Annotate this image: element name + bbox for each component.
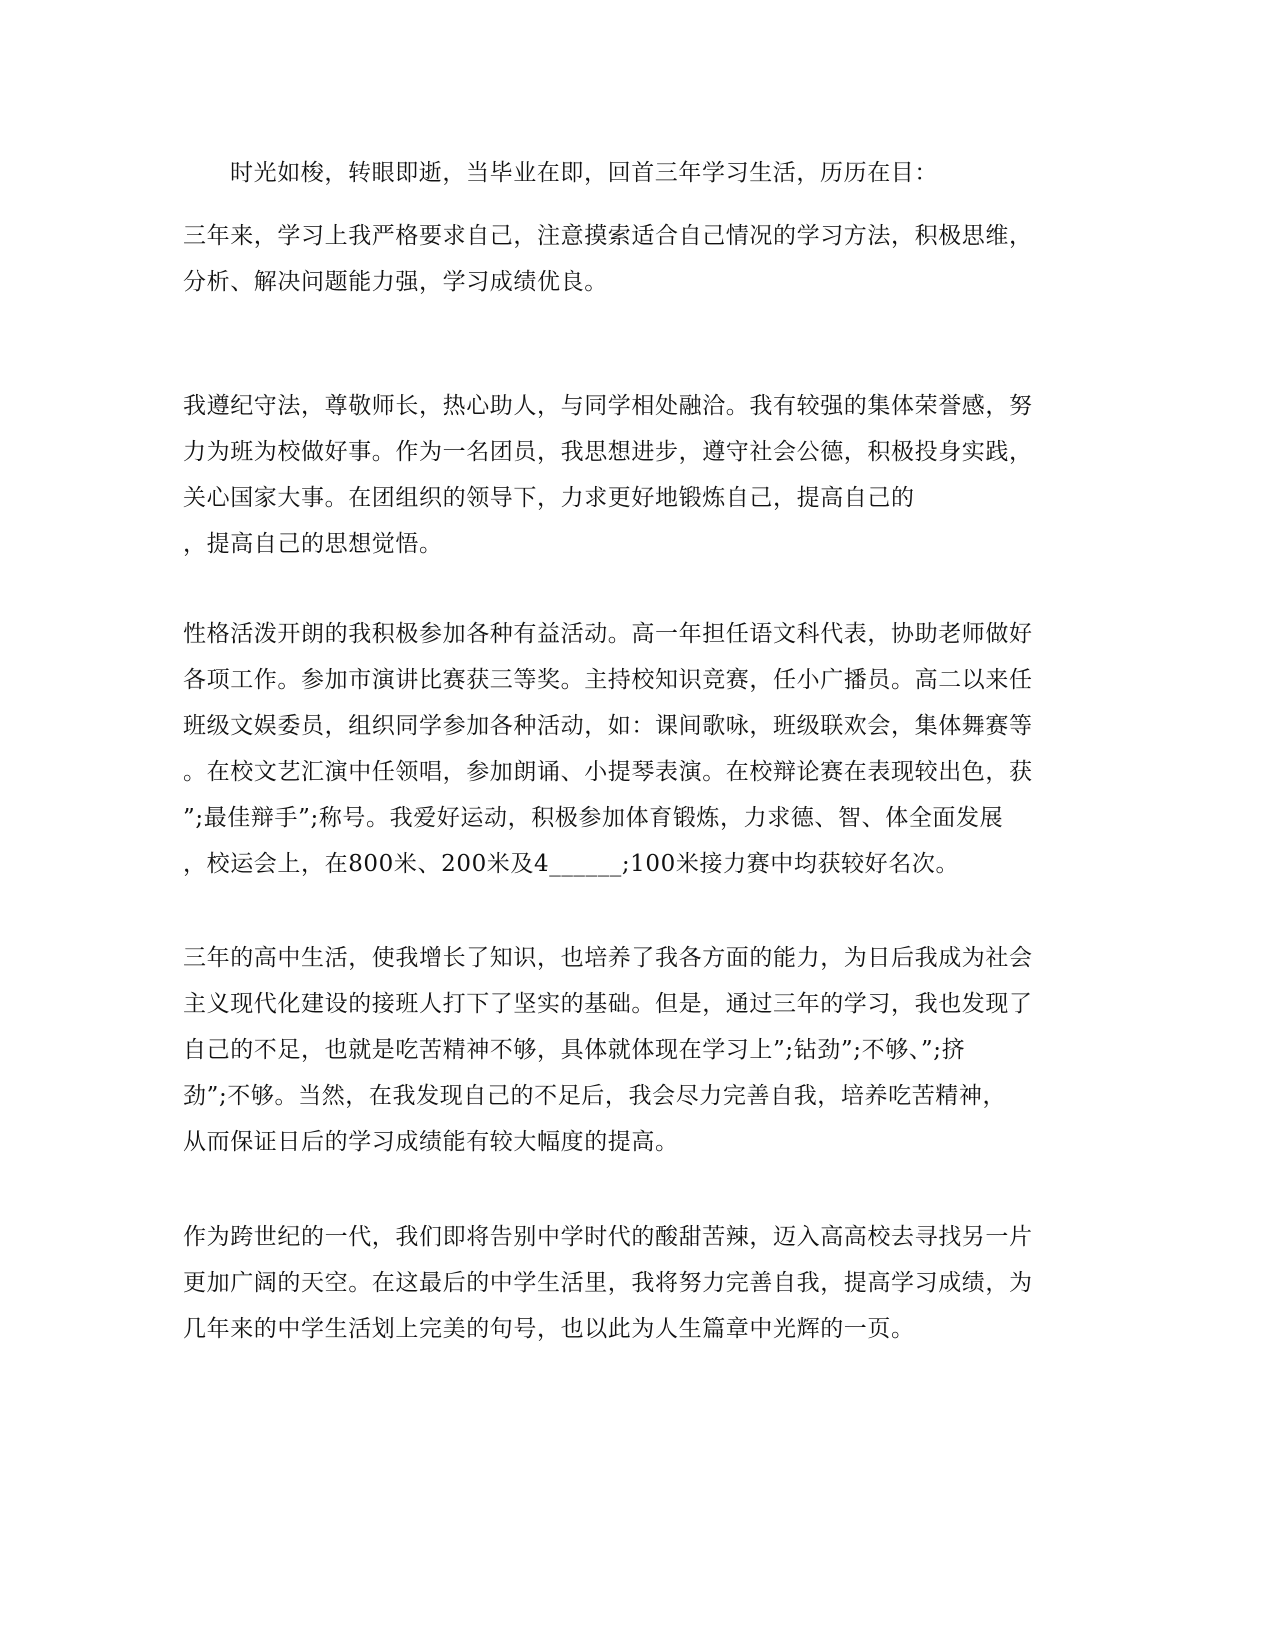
paragraph-1-line-1: 时光如梭，转眼即逝，当毕业在即，回首三年学习生活，历历在目： [230,160,938,186]
paragraph-4-line-6: ，校运会上，在800米、200米及4______;100米接力赛中均获较好名次。 [183,851,960,877]
paragraph-6-line-2: 更加广阔的天空。在这最后的中学生活里，我将努力完善自我，提高学习成绩，为 [183,1270,1033,1296]
paragraph-5-line-1: 三年的高中生活，使我增长了知识，也培养了我各方面的能力，为日后我成为社会 [183,945,1033,971]
paragraph-3-line-1: 我遵纪守法，尊敬师长，热心助人，与同学相处融洽。我有较强的集体荣誉感，努 [183,393,1033,419]
paragraph-6-line-3: 几年来的中学生活划上完美的句号，也以此为人生篇章中光辉的一页。 [183,1316,915,1342]
paragraph-4-line-3: 班级文娱委员，组织同学参加各种活动，如：课间歌咏，班级联欢会，集体舞赛等 [183,713,1033,739]
paragraph-2-line-1: 三年来，学习上我严格要求自己，注意摸索适合自己情况的学习方法，积极思维， [183,223,1033,249]
paragraph-5-line-4: 劲”;不够。当然，在我发现自己的不足后，我会尽力完善自我，培养吃苦精神， [183,1083,1007,1109]
paragraph-2-line-2: 分析、解决问题能力强，学习成绩优良。 [183,269,608,295]
paragraph-6-line-1: 作为跨世纪的一代，我们即将告别中学时代的酸甜苦辣，迈入高高校去寻找另一片 [183,1224,1033,1250]
paragraph-5-line-2: 主义现代化建设的接班人打下了坚实的基础。但是，通过三年的学习，我也发现了 [183,991,1033,1017]
paragraph-5-line-5: 从而保证日后的学习成绩能有较大幅度的提高。 [183,1129,679,1155]
paragraph-4-line-4: 。在校文艺汇演中任领唱，参加朗诵、小提琴表演。在校辩论赛在表现较出色，获 [183,759,1033,785]
paragraph-4-line-2: 各项工作。参加市演讲比赛获三等奖。主持校知识竞赛，任小广播员。高二以来任 [183,667,1033,693]
paragraph-3-line-4: ，提高自己的思想觉悟。 [183,531,443,557]
paragraph-3-line-2: 力为班为校做好事。作为一名团员，我思想进步，遵守社会公德，积极投身实践， [183,439,1033,465]
paragraph-5-line-3: 自己的不足，也就是吃苦精神不够，具体就体现在学习上”;钻劲”;不够、”;挤 [183,1037,966,1063]
paragraph-4-line-5: ”;最佳辩手”;称号。我爱好运动，积极参加体育锻炼，力求德、智、体全面发展 [183,805,1004,831]
paragraph-3-line-3: 关心国家大事。在团组织的领导下，力求更好地锻炼自己，提高自己的 [183,485,915,511]
paragraph-4-line-1: 性格活泼开朗的我积极参加各种有益活动。高一年担任语文科代表，协助老师做好 [183,621,1033,647]
